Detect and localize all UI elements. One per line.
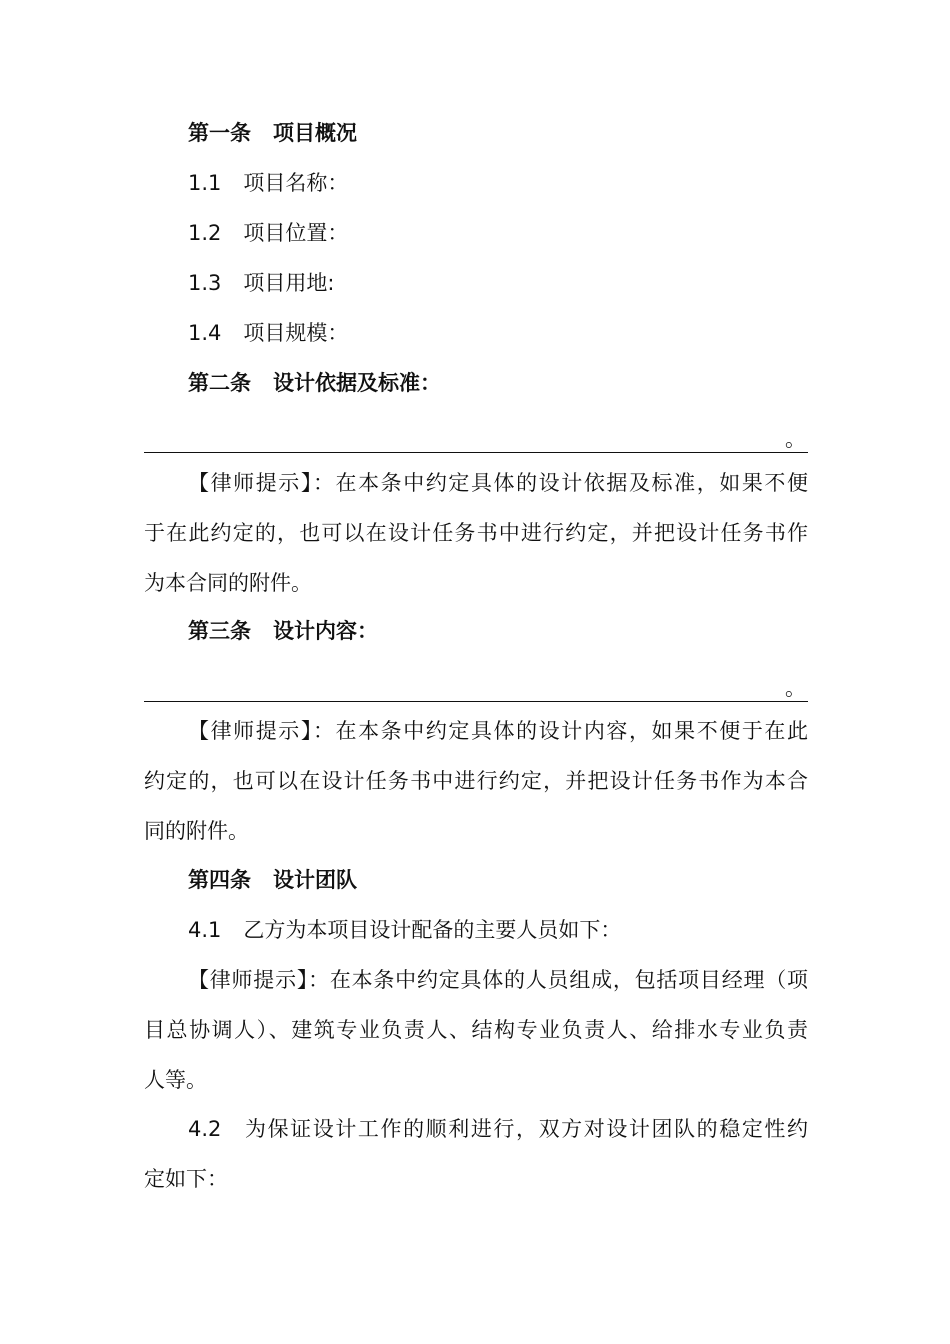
article-1-title: 项目概况 bbox=[273, 121, 357, 145]
article-4-note-line-3: 人等。 bbox=[144, 1068, 207, 1092]
article-4-title: 设计团队 bbox=[273, 868, 357, 892]
article-3-blank-end: 。 bbox=[785, 676, 806, 700]
article-3-number: 第三条 bbox=[188, 619, 251, 643]
clause-text: 项目位置： bbox=[243, 221, 349, 245]
clause-text: 为保证设计工作的顺利进行，双方对设计团队的稳定性约 bbox=[243, 1117, 808, 1141]
clause-number: 4.1 bbox=[188, 918, 222, 942]
article-3-title: 设计内容： bbox=[273, 619, 378, 643]
article-2-heading bbox=[144, 358, 808, 408]
clause-1-4 bbox=[144, 308, 808, 358]
clause-1-1 bbox=[144, 158, 808, 208]
article-3-note-line-1: 【律师提示】：在本条中约定具体的设计内容，如果不便于在此 bbox=[188, 719, 808, 743]
article-2-title: 设计依据及标准： bbox=[273, 371, 441, 395]
clause-number: 1.2 bbox=[188, 221, 222, 245]
clause-text: 项目名称： bbox=[243, 171, 349, 195]
article-2-number: 第二条 bbox=[188, 371, 251, 395]
clause-text: 乙方为本项目设计配备的主要人员如下： bbox=[243, 918, 622, 942]
clause-4-2-continued: 定如下： bbox=[144, 1167, 228, 1191]
article-2-note-line-1: 【律师提示】：在本条中约定具体的设计依据及标准，如果不便 bbox=[188, 471, 808, 495]
clause-number: 1.4 bbox=[188, 321, 222, 345]
article-2-note-line-2: 于在此约定的，也可以在设计任务书中进行约定，并把设计任务书作 bbox=[144, 521, 808, 545]
article-4-note-line-1: 【律师提示】：在本条中约定具体的人员组成，包括项目经理（项 bbox=[188, 968, 808, 992]
article-1-heading bbox=[144, 108, 808, 158]
article-3-note-line-3: 同的附件。 bbox=[144, 819, 249, 843]
article-2-blank-end: 。 bbox=[785, 427, 806, 451]
clause-number: 4.2 bbox=[188, 1117, 222, 1141]
article-4-number: 第四条 bbox=[188, 868, 251, 892]
article-2-note-line-3: 为本合同的附件。 bbox=[144, 571, 312, 595]
clause-number: 1.3 bbox=[188, 271, 222, 295]
clause-text: 项目规模： bbox=[243, 321, 349, 345]
clause-4-2 bbox=[144, 1104, 808, 1154]
article-4-heading bbox=[144, 855, 808, 905]
article-2-blank-line bbox=[144, 428, 808, 453]
clause-1-3 bbox=[144, 258, 808, 308]
clause-number: 1.1 bbox=[188, 171, 222, 195]
clause-1-2 bbox=[144, 208, 808, 258]
article-4-note-line-2: 目总协调人）、建筑专业负责人、结构专业负责人、给排水专业负责 bbox=[144, 1018, 808, 1042]
clause-4-1 bbox=[144, 905, 808, 955]
article-3-blank-line bbox=[144, 677, 808, 702]
article-3-heading bbox=[144, 606, 808, 656]
clause-text: 项目用地: bbox=[243, 271, 335, 295]
article-3-note-line-2: 约定的，也可以在设计任务书中进行约定，并把设计任务书作为本合 bbox=[144, 769, 808, 793]
article-1-number: 第一条 bbox=[188, 121, 251, 145]
